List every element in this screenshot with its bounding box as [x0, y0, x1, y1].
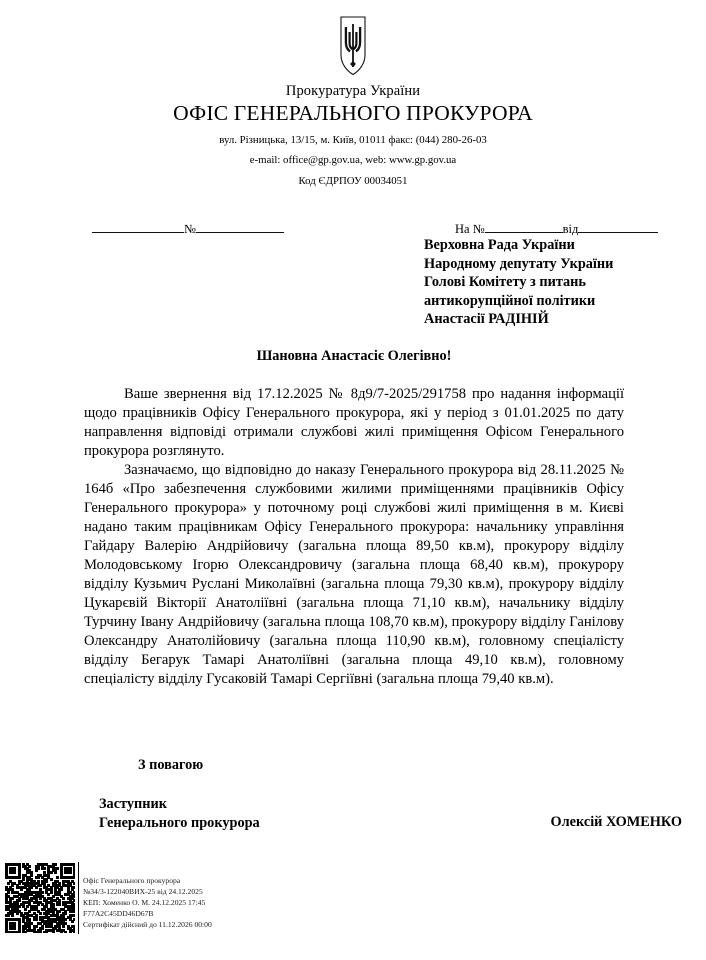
addressee-line-4: антикорупційної політики [424, 292, 596, 309]
addressee-line-3: Голові Комітету з питань [424, 274, 586, 291]
stamp-divider [78, 862, 79, 934]
edrpou-code: Код ЄДРПОУ 00034051 [298, 174, 408, 187]
stamp-doc-number: №34/3-122040ВИХ-25 від 24.12.2025 [83, 887, 203, 896]
stamp-details [83, 862, 212, 930]
signer-title-line-2: Генерального прокурора [99, 814, 260, 831]
paragraph-2: Зазначаємо, що відповідно до наказу Генерального прокурора від 28.11.2025 № 164б «Про забезпечення службовими жилими приміщеннями працівників Офісу Генерального прокурора» у поточному році службові жилі приміщення в м. Києві надано таким працівникам Офісу Генерального прокурора: начальнику управління Гайдару Валерію Андрійовичу (загальна площа 89,50 кв.м), прокурору відділу Молодовському Ігорю Олександровичу (загальна площа 68,40 кв.м), прокурору відділу Кузьмич Руслані Миколаївні (загальна площа 79,30 кв.м), прокурору відділу Цукарєвій Вікторії Анатоліївні (загальна площа 71,10 кв.м), начальнику відділу Турчину Івану Андрійовичу (загальна площа 108,70 кв.м), прокурору відділу Ганілову Олександру Анатолійовичу (загальна площа 110,90 кв.м), головному спеціалісту відділу Бегарук Тамарі Анатоліївні (загальна площа 49,10 кв.м), головному спеціалісту відділу Гусаковій Тамарі Сергіївні (загальна площа 79,40 кв.м). [84, 461, 624, 687]
organization-subtitle: Прокуратура України [285, 83, 421, 99]
addressee-line-1: Верховна Рада України [424, 237, 575, 253]
number-symbol: № [184, 221, 196, 236]
paragraph-1: Ваше звернення від 17.12.2025 № 8д9/7-2025/291758 про надання інформації щодо працівників Офісу Генерального прокурора, які у період з 01.01.2025 по дату направлення відповіді отримали службові жилі приміщення Офісом Генерального прокурора розглянуто. [84, 386, 624, 459]
address-line: вул. Різницька, 13/15, м. Київ, 01011 факс: (044) 280-26-03 [219, 133, 487, 146]
ukraine-trident-emblem [340, 16, 366, 76]
signer-title-line-1: Заступник [99, 796, 167, 812]
qr-code [4, 862, 76, 934]
digital-signature-stamp [4, 862, 212, 934]
incoming-date-label: від [562, 221, 579, 236]
letterhead [0, 0, 706, 189]
outgoing-reference [92, 221, 284, 237]
document-body [84, 348, 624, 689]
closing-phrase: З повагою [138, 757, 204, 773]
incoming-date-blank [578, 221, 658, 233]
stamp-hash: F77A2C45DD46D67B [83, 909, 154, 918]
signer-name: Олексій ХОМЕНКО [550, 814, 682, 830]
addressee-block [424, 236, 694, 329]
contacts-line: e-mail: office@gp.gov.ua, web: www.gp.gov.ua [249, 154, 457, 167]
signer-title [99, 795, 260, 832]
salutation: Шановна Анастасіє Олегівно! [256, 348, 452, 364]
organization-title: ОФІС ГЕНЕРАЛЬНОГО ПРОКУРОРА [173, 101, 533, 126]
stamp-certificate: Сертифікат дійсний до 11.12.2026 00:00 [83, 920, 212, 929]
incoming-label: На № [455, 221, 485, 236]
outgoing-date-blank [92, 221, 184, 233]
addressee-line-5: Анастасії РАДІНІЙ [424, 311, 549, 328]
stamp-organization: Офіс Генерального прокурора [83, 876, 181, 885]
addressee-line-2: Народному депутату України [424, 255, 614, 272]
incoming-number-blank [485, 221, 563, 233]
incoming-reference [455, 221, 658, 237]
outgoing-number-blank [196, 221, 284, 233]
stamp-signer-line: КЕП: Хоменко О. М. 24.12.2025 17:45 [83, 898, 206, 907]
